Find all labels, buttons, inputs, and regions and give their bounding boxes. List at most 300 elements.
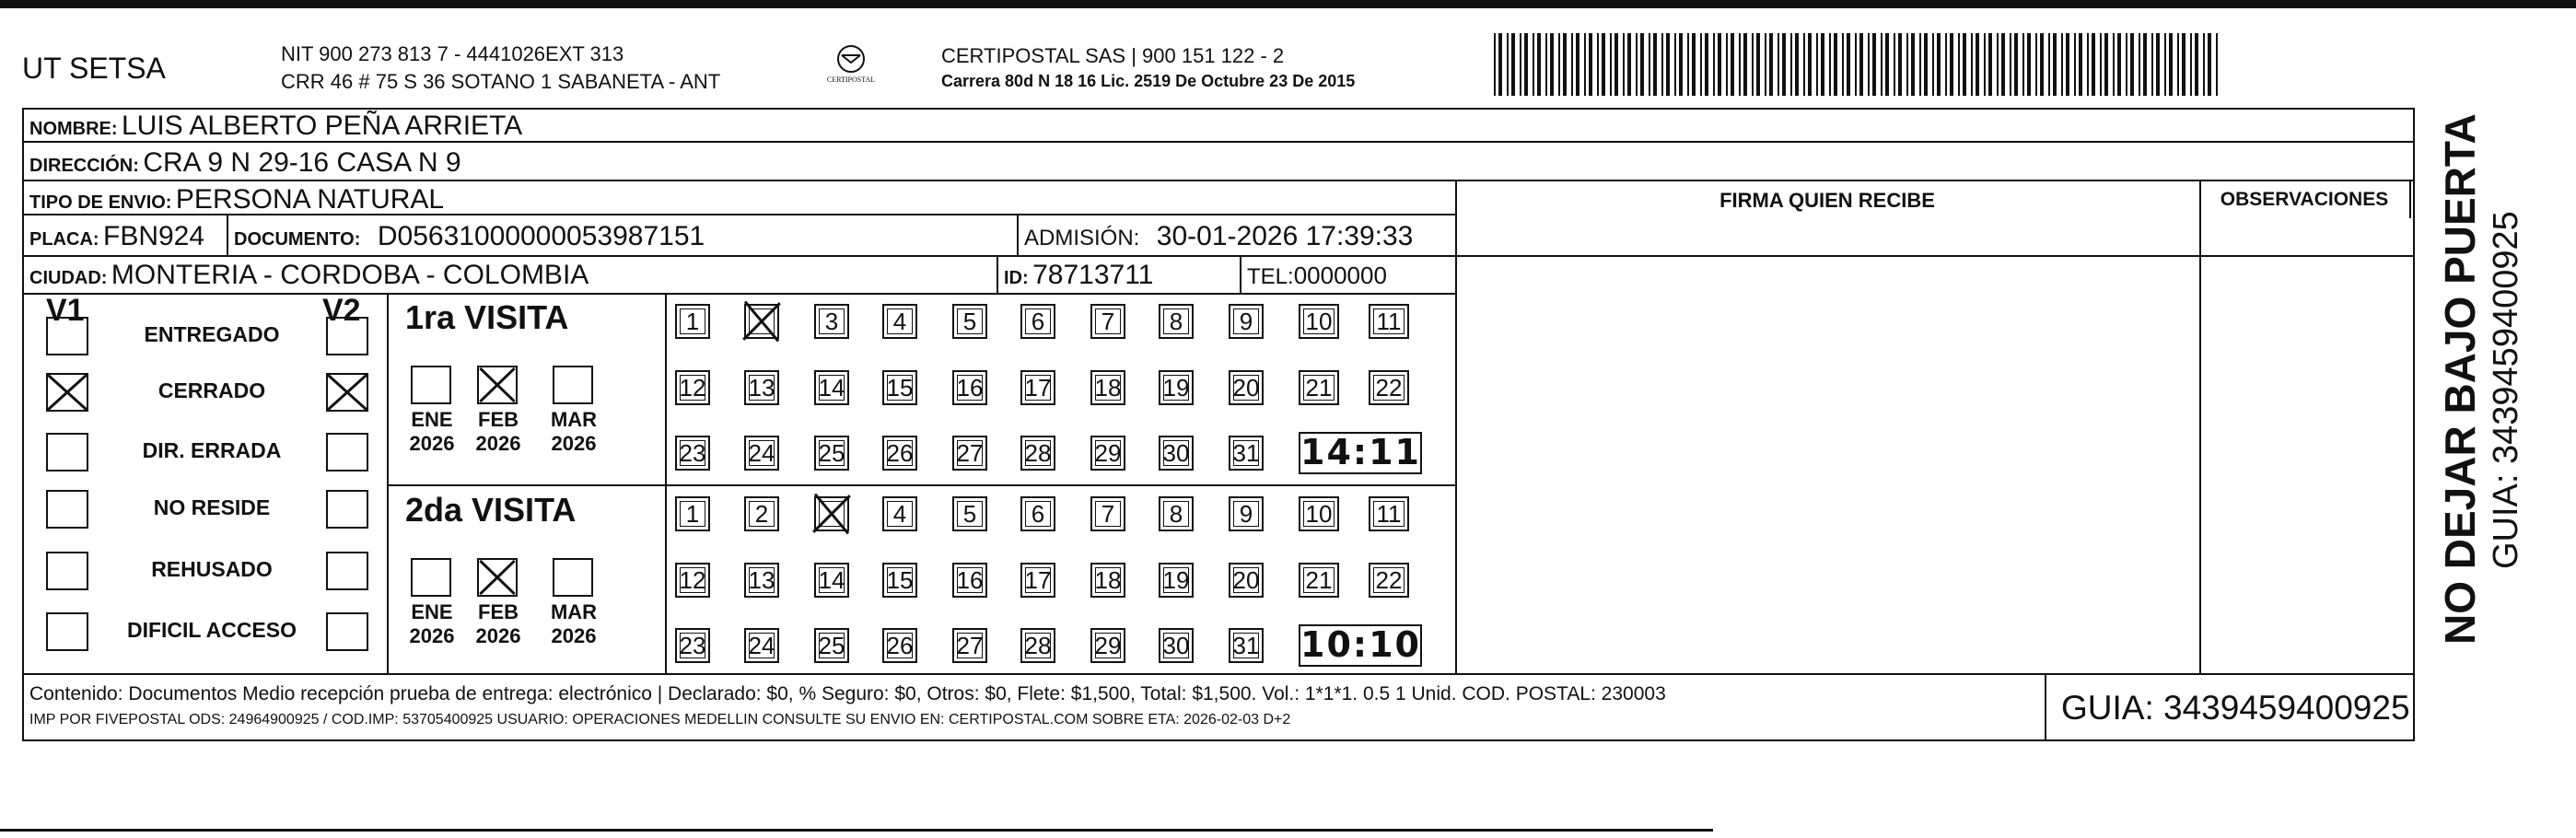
day-box[interactable] [1299,496,1339,531]
barcode-bar [1494,33,1496,96]
day-number: 6 [1031,500,1045,528]
day-box-inner [819,440,845,466]
day-number: 14 [818,374,845,402]
day-box-inner [1025,501,1051,527]
barcode-bar [1537,33,1541,96]
certipostal-line2: Carrera 80d N 18 16 Lic. 2519 De Octubre 23 De 2015 [941,72,1356,90]
month-checkbox[interactable] [477,558,518,597]
day-box[interactable] [1159,304,1194,339]
day-box[interactable] [1229,563,1264,598]
day-number: 17 [1024,566,1052,594]
day-number: 23 [679,439,706,467]
day-box[interactable] [882,370,917,405]
barcode-bar [2151,33,2153,96]
day-box[interactable] [882,436,917,471]
day-box[interactable] [744,370,779,405]
day-number: 23 [679,632,706,659]
barcode-bar [2208,33,2211,96]
day-box[interactable] [1020,496,1055,531]
recipient-name: LUIS ALBERTO PEÑA ARRIETA [122,111,523,141]
barcode-bar [1898,33,1902,96]
barcode-bar [1563,33,1567,96]
plate: FBN924 [103,221,205,251]
day-box[interactable] [1090,563,1125,598]
barcode-bar [1533,33,1534,96]
barcode-bar [1829,33,1831,96]
day-box-inner [819,501,845,527]
barcode-bar [2130,33,2134,96]
day-box-inner [957,633,983,658]
day-box-inner [819,633,845,658]
day-box[interactable] [1299,370,1339,405]
barcode-bar [1636,33,1638,96]
day-number: 19 [1162,374,1190,402]
month-label [542,408,606,456]
barcode-bar [1558,33,1560,96]
month-year: 2026 [551,624,597,647]
day-number: 7 [1101,500,1115,528]
v1-label: V1 [46,293,85,328]
day-box[interactable] [952,370,987,405]
day-number: 20 [1232,566,1260,594]
barcode-bar [1782,33,1786,96]
month-label [400,600,464,648]
v1-checkbox[interactable] [46,612,88,651]
day-box[interactable] [1229,436,1264,471]
day-number: 24 [748,439,775,467]
day-box[interactable] [1299,563,1339,598]
day-box[interactable] [1159,563,1194,598]
day-number: 4 [892,500,907,528]
day-box-inner [1233,501,1259,527]
month-checkbox[interactable] [411,366,451,404]
day-box[interactable] [1090,628,1125,663]
day-number: 26 [886,632,914,659]
day-number: 3 [824,308,839,335]
plate-label: PLACA: [29,229,99,250]
name-row [29,111,522,142]
barcode-bar [2143,33,2147,96]
day-number: 13 [748,374,775,402]
day-number: 11 [1376,500,1402,528]
barcode-bar [1842,33,1844,96]
barcode-bar [1640,33,1644,96]
month-label [400,408,464,456]
barcode-bar [2079,33,2082,96]
barcode-bar [1945,33,1947,96]
admission-label: ADMISIÓN: [1024,226,1140,250]
day-number: 24 [748,632,775,659]
barcode-bar [2040,33,2044,96]
v2-checkbox[interactable] [326,433,368,471]
barcode-bar [2139,33,2140,96]
day-box[interactable] [1090,370,1125,405]
barcode-bar [2117,33,2121,96]
barcode-bar [2182,33,2186,96]
day-box[interactable] [1369,370,1409,405]
city: MONTERIA - CORDOBA - COLOMBIA [111,260,589,290]
day-box[interactable] [814,563,849,598]
month-name: FEB [478,600,519,623]
day-box-inner [819,375,845,401]
day-box[interactable] [952,436,987,471]
day-box-inner [887,375,913,401]
day-box-inner [749,501,775,527]
day-box[interactable] [1229,304,1264,339]
day-number: 27 [956,632,984,659]
barcode-bar [1623,33,1625,96]
day-box-inner [1163,501,1189,527]
barcode-bar [2195,33,2198,96]
day-box-inner [887,308,913,334]
ship-type-row [29,184,444,215]
day-number: 28 [1024,632,1052,659]
barcode-bar [1739,33,1741,96]
barcode-bar [1988,33,1992,96]
day-number: 28 [1024,439,1052,467]
admission: 30-01-2026 17:39:33 [1156,221,1414,251]
barcode-bar [1911,33,1915,96]
day-box[interactable] [675,496,710,531]
month-label [466,600,530,648]
day-box[interactable] [675,436,710,471]
month-year: 2026 [551,432,597,455]
month-label [466,408,530,456]
day-box-inner [1025,375,1051,401]
barcode-bar [1765,33,1766,96]
barcode-bar [1661,33,1663,96]
status-option-label: REHUSADO [151,557,273,581]
company-name: UT SETSA [22,52,166,85]
visit-title: 1ra VISITA [405,298,569,336]
day-number: 16 [956,374,984,402]
day-box-inner [1233,375,1259,401]
document: D05631000000053987151 [377,221,705,251]
barcode-bar [1597,33,1599,96]
barcode-bar [1971,33,1973,96]
day-box[interactable] [882,628,917,663]
status-option-label: ENTREGADO [144,322,280,346]
day-box-inner [1303,567,1335,593]
barcode-bar [1868,33,1870,96]
day-box[interactable] [1090,436,1125,471]
day-box-inner [957,440,983,466]
day-number: 1 [685,500,700,528]
day-box[interactable] [1229,628,1264,663]
barcode-bar [1997,33,1999,96]
barcode-bar [2022,33,2024,96]
day-box[interactable] [744,436,779,471]
barcode-bar [1872,33,1876,96]
day-number: 25 [818,439,845,467]
barcode-bar [1614,33,1618,96]
month-label [542,600,606,648]
barcode-bar [2001,33,2005,96]
barcode-bar [2113,33,2115,96]
barcode-bar [1816,33,1818,96]
address-row [29,147,461,179]
day-number: 27 [956,439,984,467]
day-box-inner [1095,501,1121,527]
day-box[interactable] [1020,436,1055,471]
day-box[interactable] [952,628,987,663]
day-number: 15 [886,374,914,402]
admission-row [1024,221,1413,252]
day-box[interactable] [1229,496,1264,531]
barcode-bar [2104,33,2108,96]
day-box[interactable] [1229,370,1264,405]
nit-line: NIT 900 273 813 7 - 4441026EXT 313 [281,42,624,65]
signature-header: FIRMA QUIEN RECIBE [1719,189,1935,212]
barcode-bar [1958,33,1960,96]
status-option-label: DIR. ERRADA [142,438,282,462]
document-row [234,221,705,252]
id-label: ID: [1004,268,1029,288]
barcode-bar [2066,33,2069,96]
id-row [1004,260,1153,291]
day-number: 9 [1239,308,1253,335]
v1-checkbox[interactable] [46,490,88,529]
day-box[interactable] [1299,304,1339,339]
v2-checkbox[interactable] [326,373,368,412]
barcode-bar [1976,33,1979,96]
day-box-inner [1233,440,1259,466]
day-number: 20 [1232,374,1260,402]
month-checkbox[interactable] [477,366,518,404]
day-number: 8 [1169,500,1183,528]
barcode-bar [1855,33,1857,96]
day-box[interactable] [744,563,779,598]
day-box-inner [1163,440,1189,466]
day-box-inner [1095,440,1121,466]
day-box[interactable] [1369,496,1409,531]
barcode-bar [1756,33,1760,96]
v1-checkbox[interactable] [46,317,88,355]
day-box[interactable] [1369,563,1409,598]
barcode-bar [1649,33,1650,96]
day-box[interactable] [1020,628,1055,663]
barcode-bar [2216,33,2218,96]
barcode-bar [1589,33,1592,96]
day-box[interactable] [675,563,710,598]
day-number: 7 [1101,308,1115,335]
ship-type: PERSONA NATURAL [175,184,445,215]
day-number: 12 [679,374,706,402]
day-box[interactable] [744,496,779,531]
day-box[interactable] [882,563,917,598]
day-box[interactable] [744,628,779,663]
v2-checkbox[interactable] [326,490,368,529]
day-number: 10 [1305,500,1333,528]
status-option-label: NO RESIDE [153,495,271,519]
day-box[interactable] [1159,370,1194,405]
day-number: 21 [1305,566,1333,594]
barcode-bar [2156,33,2160,96]
v1-checkbox[interactable] [46,552,88,590]
v1-checkbox[interactable] [46,433,88,471]
day-box-inner [957,567,983,593]
barcode-bar [1511,33,1515,96]
month-checkbox[interactable] [553,366,593,404]
month-checkbox[interactable] [553,558,593,597]
barcode-bar [2087,33,2089,96]
barcode-bar [1790,33,1792,96]
barcode-bar [2203,33,2205,96]
day-box-inner [1095,633,1121,658]
day-box-inner [1373,375,1405,401]
day-box-inner [819,308,845,334]
barcode [1494,33,2221,96]
day-box-inner [680,308,705,334]
day-box[interactable] [1090,304,1125,339]
month-name: MAR [550,600,598,623]
document-label: DOCUMENTO: [234,229,361,250]
day-box[interactable] [1369,304,1409,339]
day-number: 5 [962,308,977,335]
day-box[interactable] [1159,436,1194,471]
barcode-bar [1687,33,1689,96]
day-number: 11 [1376,308,1402,335]
day-box[interactable] [814,496,849,531]
month-name: MAR [550,408,598,431]
day-box-inner [1025,308,1051,334]
barcode-bar [1834,33,1837,96]
barcode-bar [1769,33,1773,96]
day-number: 15 [886,566,914,594]
day-box-inner [1095,375,1121,401]
day-box-inner [1373,308,1405,334]
barcode-bar [1795,33,1799,96]
barcode-bar [2014,33,2018,96]
day-number: 1 [685,308,700,335]
v1-checkbox[interactable] [46,373,88,412]
barcode-bar [1847,33,1850,96]
day-box[interactable] [814,628,849,663]
day-number: 5 [962,500,977,528]
barcode-bar [1808,33,1812,96]
day-box-inner [957,308,983,334]
visit-time: 10:10 [1300,624,1421,665]
address-label: DIRECCIÓN: [29,156,139,176]
day-box-inner [680,567,705,593]
day-box[interactable] [814,436,849,471]
v2-checkbox[interactable] [326,317,368,355]
barcode-bar [1984,33,1986,96]
day-number: 14 [818,566,845,594]
day-box-inner [1095,567,1121,593]
city-label: CIUDAD: [29,268,108,288]
day-box[interactable] [1159,628,1194,663]
barcode-bar [1932,33,1934,96]
day-box-inner [1163,375,1189,401]
barcode-bar [1498,33,1502,96]
month-year: 2026 [409,624,455,647]
day-number: 26 [886,439,914,467]
day-box[interactable] [1020,563,1055,598]
imp-line: IMP POR FIVEPOSTAL ODS: 24964900925 / COD.IMP: 53705400925 USUARIO: OPERACIONES MEDELLIN CONSULTE SU ENVIO EN: CERTIPOSTAL.COM SOBRE ETA: 2026-02-03 D+2 [29,712,1291,727]
month-name: ENE [411,408,453,431]
day-box[interactable] [1090,496,1125,531]
month-checkbox[interactable] [411,558,451,597]
month-name: ENE [411,600,453,623]
day-box[interactable] [675,370,710,405]
v2-checkbox[interactable] [326,612,368,651]
day-box-inner [1373,567,1405,593]
day-box[interactable] [744,304,779,339]
barcode-bar [2126,33,2127,96]
day-box-inner [1163,567,1189,593]
day-box-inner [957,501,983,527]
v2-label: V2 [322,293,361,328]
barcode-bar [1937,33,1941,96]
day-number: 30 [1162,632,1190,659]
day-box[interactable] [1159,496,1194,531]
day-number: 31 [1232,439,1260,467]
barcode-bar [2092,33,2095,96]
barcode-bar [1894,33,1895,96]
certipostal-logo [814,41,888,96]
day-box[interactable] [675,304,710,339]
barcode-bar [1610,33,1612,96]
barcode-bar [2100,33,2102,96]
day-box[interactable] [1020,370,1055,405]
barcode-bar [1778,33,1779,96]
barcode-bar [1919,33,1921,96]
day-box[interactable] [952,304,987,339]
v2-checkbox[interactable] [326,552,368,590]
day-box-inner [1303,375,1335,401]
barcode-bar [2048,33,2050,96]
day-box[interactable] [1020,304,1055,339]
recipient-address: CRA 9 N 29-16 CASA N 9 [143,147,461,178]
day-box[interactable] [675,628,710,663]
month-year: 2026 [409,432,455,455]
barcode-bar [1666,33,1670,96]
day-box-inner [957,375,983,401]
day-box[interactable] [952,563,987,598]
barcode-bar [2169,33,2173,96]
day-box-inner [680,375,705,401]
city-row [29,260,589,291]
day-box-inner [887,501,913,527]
barcode-bar [1881,33,1882,96]
day-box-inner [680,440,705,466]
status-option-label: DIFICIL ACCESO [126,618,297,642]
day-number: 8 [1169,308,1183,335]
day-number: 31 [1232,632,1260,659]
barcode-bar [1705,33,1708,96]
day-box-inner [749,440,775,466]
day-number: 13 [748,566,775,594]
day-box-inner [1025,633,1051,658]
barcode-bar [1924,33,1928,96]
logo-text: CERTIPOSTAL [826,76,876,84]
day-box-inner [1233,308,1259,334]
side-guia: GUIA: 3439459400925 [2487,211,2525,569]
day-box[interactable] [814,304,849,339]
day-box-inner [1303,308,1335,334]
day-box[interactable] [882,304,917,339]
certipostal-line1: CERTIPOSTAL SAS | 900 151 122 - 2 [941,44,1285,67]
day-box[interactable] [882,496,917,531]
day-box[interactable] [952,496,987,531]
day-number: 6 [1031,308,1045,335]
day-box-inner [749,567,775,593]
barcode-bar [1752,33,1754,96]
day-box[interactable] [814,370,849,405]
day-box-inner [749,308,775,334]
barcode-bar [1653,33,1657,96]
